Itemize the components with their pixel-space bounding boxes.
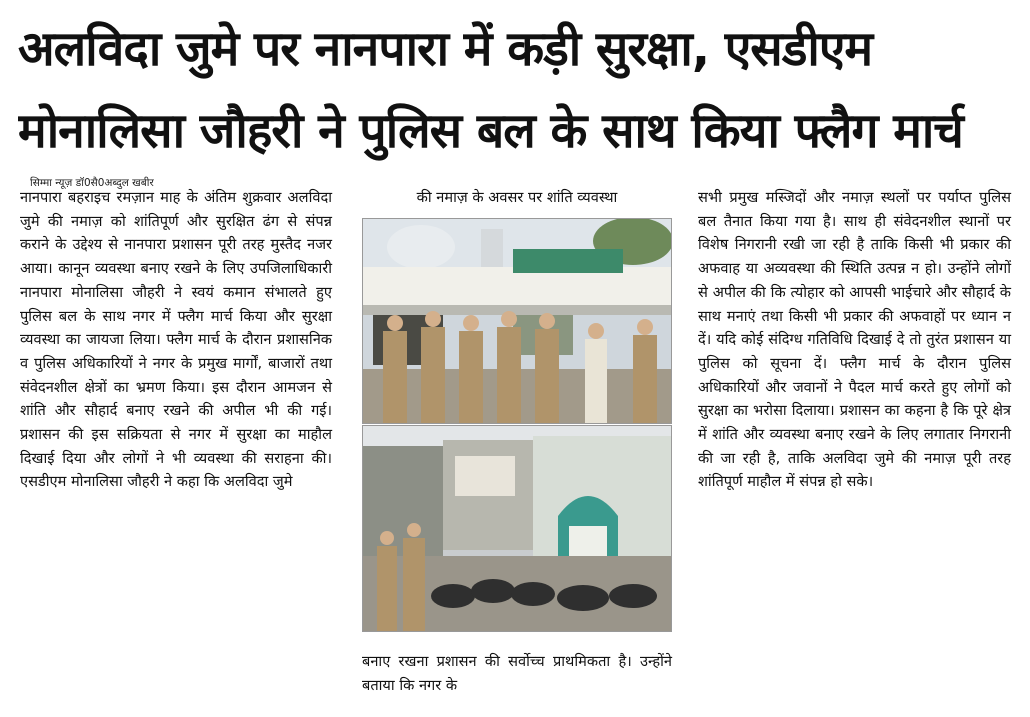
article-column-1: [20, 186, 332, 494]
photo-illustration-mosque: [363, 219, 671, 423]
column-2-bottom-text: बनाए रखना प्रशासन की सर्वोच्च प्राथमिकता है। उन्होंने बताया कि नगर के: [362, 653, 672, 694]
column-3-text: सभी प्रमुख मस्जिदों और नमाज़ स्थलों पर पर्याप्त पुलिस बल तैनात किया गया है। साथ ही संवेदनशील स्थानों पर विशेष निगरानी रखी जा रही है ताकि किसी भी प्रकार की अफवाह या अव्यवस्था की स्थिति उत्पन्न न हो। उन्होंने लोगों से अपील की कि त्योहार को आपसी भाईचारे और सौहार्द के साथ मनाएं तथा किसी भी प्रकार की अफवाहों पर ध्यान न दें। यदि कोई संदिग्ध गतिविधि दिखाई दे तो तुरंत प्रशासन या पुलिस को सूचना दें। फ्लैग मार्च के दौरान पुलिस अधिकारियों और जवानों ने पैदल मार्च करते हुए लोगों को सुरक्षा का भरोसा दिलाया। प्रशासन का कहना है कि पूरे क्षेत्र में शांति और व्यवस्था बनाए रखने के लिए लगातार निगरानी की जा रही है, ताकि अलविदा जुमे की नमाज़ पूरी तरह शांतिपूर्ण माहौल में संपन्न हो सके।: [698, 189, 1011, 491]
article-column-3: [698, 186, 1011, 494]
police-march-street-photo: [362, 425, 672, 632]
byline: सिम्मा न्यूज़ डॉ0सै0अब्दुल खबीर: [30, 177, 154, 189]
article-column-2-top: [362, 186, 672, 210]
column-1-text: नानपारा बहराइच रमज़ान माह के अंतिम शुक्रवार अलविदा जुमे की नमाज़ को शांतिपूर्ण और सुरक्षित ढंग से संपन्न कराने के उद्देश्य से नानपारा प्रशासन पूरी तरह मुस्तैद नजर आया। कानून व्यवस्था बनाए रखने के लिए उपजिलाधिकारी नानपारा मोनालिसा जौहरी ने स्वयं कमान संभालते हुए पुलिस बल के साथ नगर में फ्लैग मार्च किया और सुरक्षा व्यवस्था का जायजा लिया। फ्लैग मार्च के दौरान प्रशासनिक व पुलिस अधिकारियों ने नगर के प्रमुख मार्गों, बाजारों तथा संवेदनशील क्षेत्रों का भ्रमण किया। इस दौरान आमजन से शांति और सौहार्द बनाए रखने की अपील भी की गई। प्रशासन की इस सक्रियता से नगर में सुरक्षा का माहौल दिखाई दिया और लोगों ने भी व्यवस्था की सराहना की। एसडीएम मोनालिसा जौहरी ने कहा कि अलविदा जुमे: [20, 189, 332, 491]
photo-illustration-street: [363, 426, 671, 631]
police-at-mosque-photo: [362, 218, 672, 424]
headline-line-2: मोनालिसा जौहरी ने पुलिस बल के साथ किया फ्लैग मार्च: [18, 103, 963, 159]
article-column-2-bottom: [362, 650, 672, 697]
headline-line-1: अलविदा जुमे पर नानपारा में कड़ी सुरक्षा, एसडीएम: [18, 21, 873, 77]
column-2-top-text: की नमाज़ के अवसर पर शांति व्यवस्था: [416, 189, 618, 206]
